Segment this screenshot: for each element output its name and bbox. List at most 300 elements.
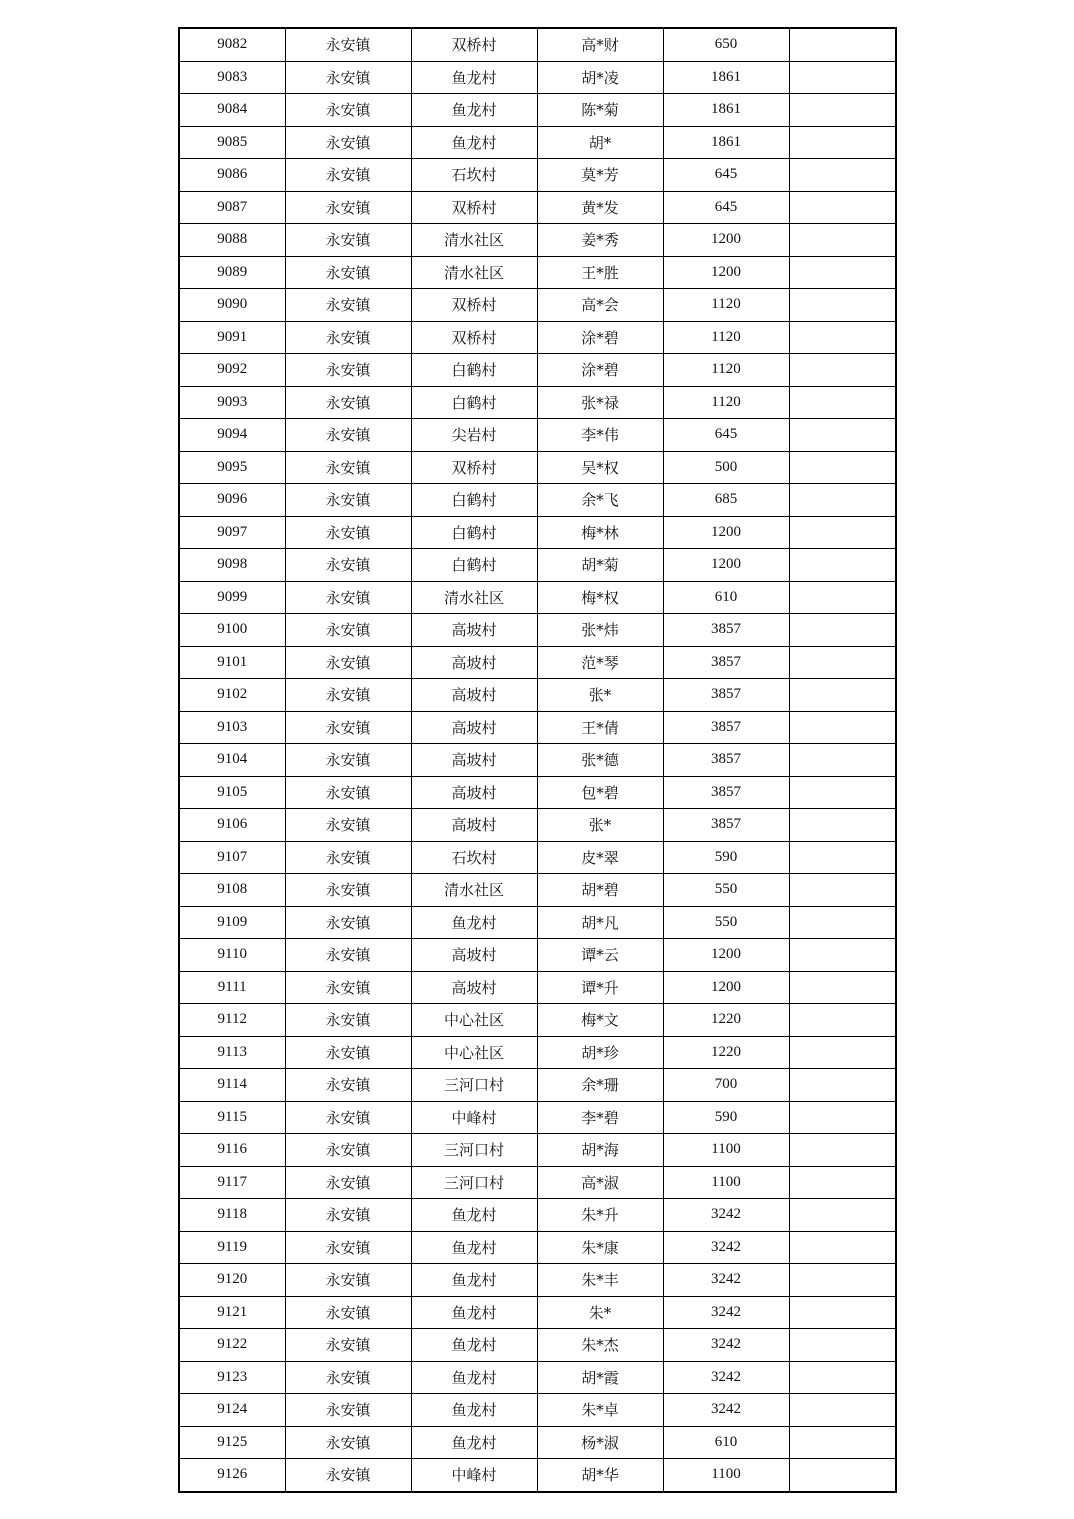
cell-serial-number: 9090	[179, 289, 285, 322]
cell-town: 永安镇	[285, 386, 411, 419]
cell-village: 鱼龙村	[411, 1264, 537, 1297]
cell-remark	[789, 1394, 896, 1427]
cell-town: 永安镇	[285, 1296, 411, 1329]
table-row	[179, 1296, 896, 1329]
cell-village: 鱼龙村	[411, 1394, 537, 1427]
cell-town: 永安镇	[285, 549, 411, 582]
cell-serial-number: 9124	[179, 1394, 285, 1427]
cell-amount: 645	[663, 159, 789, 192]
cell-village: 白鹤村	[411, 516, 537, 549]
table-row	[179, 809, 896, 842]
cell-village: 鱼龙村	[411, 1199, 537, 1232]
cell-person-name: 胡*碧	[537, 874, 663, 907]
cell-town: 永安镇	[285, 874, 411, 907]
cell-town: 永安镇	[285, 906, 411, 939]
cell-amount: 1200	[663, 256, 789, 289]
cell-village: 中心社区	[411, 1036, 537, 1069]
cell-amount: 1861	[663, 61, 789, 94]
cell-town: 永安镇	[285, 354, 411, 387]
cell-remark	[789, 906, 896, 939]
cell-remark	[789, 484, 896, 517]
cell-serial-number: 9092	[179, 354, 285, 387]
cell-town: 永安镇	[285, 1361, 411, 1394]
table-row	[179, 1231, 896, 1264]
cell-amount: 3857	[663, 711, 789, 744]
cell-village: 白鹤村	[411, 354, 537, 387]
table-row	[179, 289, 896, 322]
cell-person-name: 姜*秀	[537, 224, 663, 257]
cell-person-name: 皮*翠	[537, 841, 663, 874]
cell-town: 永安镇	[285, 1101, 411, 1134]
cell-amount: 3242	[663, 1296, 789, 1329]
cell-amount: 590	[663, 841, 789, 874]
cell-serial-number: 9110	[179, 939, 285, 972]
cell-remark	[789, 61, 896, 94]
cell-amount: 3857	[663, 744, 789, 777]
table-row	[179, 1101, 896, 1134]
cell-serial-number: 9121	[179, 1296, 285, 1329]
cell-village: 高坡村	[411, 711, 537, 744]
table-row	[179, 776, 896, 809]
cell-town: 永安镇	[285, 159, 411, 192]
cell-amount: 3242	[663, 1199, 789, 1232]
cell-person-name: 胡*华	[537, 1459, 663, 1492]
cell-village: 三河口村	[411, 1166, 537, 1199]
cell-serial-number: 9083	[179, 61, 285, 94]
cell-village: 石坎村	[411, 159, 537, 192]
cell-person-name: 胡*海	[537, 1134, 663, 1167]
cell-village: 鱼龙村	[411, 1296, 537, 1329]
cell-village: 双桥村	[411, 289, 537, 322]
cell-village: 三河口村	[411, 1134, 537, 1167]
cell-person-name: 谭*升	[537, 971, 663, 1004]
cell-amount: 1100	[663, 1459, 789, 1492]
cell-village: 高坡村	[411, 614, 537, 647]
table-row	[179, 841, 896, 874]
cell-amount: 3242	[663, 1329, 789, 1362]
cell-person-name: 余*珊	[537, 1069, 663, 1102]
cell-amount: 1200	[663, 224, 789, 257]
cell-town: 永安镇	[285, 516, 411, 549]
cell-person-name: 胡*霞	[537, 1361, 663, 1394]
cell-village: 鱼龙村	[411, 906, 537, 939]
table-row	[179, 614, 896, 647]
cell-remark	[789, 1426, 896, 1459]
cell-village: 鱼龙村	[411, 1426, 537, 1459]
cell-remark	[789, 1329, 896, 1362]
cell-remark	[789, 1264, 896, 1297]
cell-amount: 1100	[663, 1166, 789, 1199]
cell-remark	[789, 1166, 896, 1199]
cell-amount: 3242	[663, 1361, 789, 1394]
roster-table	[178, 27, 897, 1493]
cell-remark	[789, 1199, 896, 1232]
table-row	[179, 744, 896, 777]
table-row	[179, 191, 896, 224]
cell-remark	[789, 1134, 896, 1167]
cell-town: 永安镇	[285, 484, 411, 517]
cell-amount: 3857	[663, 809, 789, 842]
cell-remark	[789, 1069, 896, 1102]
cell-amount: 3242	[663, 1231, 789, 1264]
cell-person-name: 朱*卓	[537, 1394, 663, 1427]
cell-village: 双桥村	[411, 451, 537, 484]
table-row	[179, 386, 896, 419]
cell-town: 永安镇	[285, 1004, 411, 1037]
cell-remark	[789, 1459, 896, 1492]
cell-remark	[789, 841, 896, 874]
cell-serial-number: 9102	[179, 679, 285, 712]
cell-remark	[789, 971, 896, 1004]
cell-amount: 1120	[663, 386, 789, 419]
table-row	[179, 1361, 896, 1394]
cell-remark	[789, 321, 896, 354]
cell-town: 永安镇	[285, 646, 411, 679]
table-row	[179, 1426, 896, 1459]
cell-village: 高坡村	[411, 971, 537, 1004]
cell-person-name: 谭*云	[537, 939, 663, 972]
cell-amount: 3242	[663, 1264, 789, 1297]
cell-village: 双桥村	[411, 321, 537, 354]
cell-serial-number: 9113	[179, 1036, 285, 1069]
cell-village: 石坎村	[411, 841, 537, 874]
cell-person-name: 梅*权	[537, 581, 663, 614]
cell-village: 高坡村	[411, 646, 537, 679]
cell-town: 永安镇	[285, 289, 411, 322]
cell-person-name: 张*德	[537, 744, 663, 777]
cell-remark	[789, 874, 896, 907]
cell-amount: 3857	[663, 679, 789, 712]
cell-town: 永安镇	[285, 1329, 411, 1362]
cell-remark	[789, 354, 896, 387]
cell-remark	[789, 581, 896, 614]
cell-town: 永安镇	[285, 61, 411, 94]
cell-person-name: 胡*菊	[537, 549, 663, 582]
cell-town: 永安镇	[285, 1036, 411, 1069]
cell-remark	[789, 646, 896, 679]
table-row	[179, 679, 896, 712]
cell-village: 中峰村	[411, 1101, 537, 1134]
cell-amount: 1120	[663, 354, 789, 387]
table-row	[179, 1199, 896, 1232]
cell-serial-number: 9107	[179, 841, 285, 874]
cell-amount: 610	[663, 1426, 789, 1459]
cell-person-name: 涂*碧	[537, 321, 663, 354]
cell-person-name: 胡*凌	[537, 61, 663, 94]
cell-amount: 650	[663, 28, 789, 61]
cell-town: 永安镇	[285, 28, 411, 61]
table-row	[179, 1004, 896, 1037]
cell-town: 永安镇	[285, 1199, 411, 1232]
cell-town: 永安镇	[285, 614, 411, 647]
cell-amount: 1200	[663, 516, 789, 549]
cell-town: 永安镇	[285, 451, 411, 484]
cell-serial-number: 9091	[179, 321, 285, 354]
table-row	[179, 1134, 896, 1167]
cell-amount: 550	[663, 906, 789, 939]
table-row	[179, 321, 896, 354]
table-row	[179, 581, 896, 614]
cell-town: 永安镇	[285, 1069, 411, 1102]
table-row	[179, 1394, 896, 1427]
cell-village: 鱼龙村	[411, 61, 537, 94]
table-row	[179, 1166, 896, 1199]
cell-serial-number: 9085	[179, 126, 285, 159]
cell-remark	[789, 191, 896, 224]
cell-remark	[789, 679, 896, 712]
cell-town: 永安镇	[285, 1264, 411, 1297]
cell-person-name: 朱*	[537, 1296, 663, 1329]
cell-town: 永安镇	[285, 1459, 411, 1492]
cell-remark	[789, 451, 896, 484]
roster-table-body	[179, 28, 896, 1492]
table-row	[179, 256, 896, 289]
cell-town: 永安镇	[285, 679, 411, 712]
cell-remark	[789, 1361, 896, 1394]
cell-village: 白鹤村	[411, 386, 537, 419]
cell-serial-number: 9088	[179, 224, 285, 257]
cell-person-name: 李*碧	[537, 1101, 663, 1134]
cell-remark	[789, 776, 896, 809]
cell-remark	[789, 1036, 896, 1069]
cell-person-name: 吴*权	[537, 451, 663, 484]
cell-village: 中峰村	[411, 1459, 537, 1492]
cell-serial-number: 9086	[179, 159, 285, 192]
cell-amount: 3857	[663, 646, 789, 679]
cell-person-name: 陈*菊	[537, 94, 663, 127]
cell-serial-number: 9111	[179, 971, 285, 1004]
cell-serial-number: 9117	[179, 1166, 285, 1199]
cell-town: 永安镇	[285, 776, 411, 809]
cell-remark	[789, 809, 896, 842]
cell-person-name: 李*伟	[537, 419, 663, 452]
cell-remark	[789, 549, 896, 582]
cell-person-name: 张*	[537, 809, 663, 842]
cell-amount: 610	[663, 581, 789, 614]
cell-person-name: 高*淑	[537, 1166, 663, 1199]
cell-village: 高坡村	[411, 679, 537, 712]
table-row	[179, 94, 896, 127]
cell-remark	[789, 744, 896, 777]
cell-person-name: 高*财	[537, 28, 663, 61]
cell-town: 永安镇	[285, 971, 411, 1004]
cell-serial-number: 9123	[179, 1361, 285, 1394]
cell-amount: 645	[663, 419, 789, 452]
cell-remark	[789, 711, 896, 744]
cell-person-name: 胡*凡	[537, 906, 663, 939]
cell-amount: 3857	[663, 776, 789, 809]
cell-serial-number: 9093	[179, 386, 285, 419]
cell-person-name: 张*禄	[537, 386, 663, 419]
cell-amount: 685	[663, 484, 789, 517]
cell-village: 鱼龙村	[411, 1329, 537, 1362]
cell-town: 永安镇	[285, 126, 411, 159]
cell-serial-number: 9122	[179, 1329, 285, 1362]
cell-serial-number: 9100	[179, 614, 285, 647]
cell-serial-number: 9101	[179, 646, 285, 679]
cell-person-name: 王*倩	[537, 711, 663, 744]
cell-person-name: 朱*丰	[537, 1264, 663, 1297]
cell-serial-number: 9094	[179, 419, 285, 452]
cell-remark	[789, 1004, 896, 1037]
cell-person-name: 朱*杰	[537, 1329, 663, 1362]
cell-person-name: 范*琴	[537, 646, 663, 679]
cell-amount: 1100	[663, 1134, 789, 1167]
cell-person-name: 余*飞	[537, 484, 663, 517]
cell-serial-number: 9125	[179, 1426, 285, 1459]
cell-person-name: 胡*	[537, 126, 663, 159]
cell-amount: 1200	[663, 549, 789, 582]
cell-serial-number: 9115	[179, 1101, 285, 1134]
cell-village: 鱼龙村	[411, 1231, 537, 1264]
table-row	[179, 971, 896, 1004]
cell-serial-number: 9105	[179, 776, 285, 809]
cell-amount: 500	[663, 451, 789, 484]
cell-village: 清水社区	[411, 874, 537, 907]
table-row	[179, 711, 896, 744]
cell-remark	[789, 419, 896, 452]
table-row	[179, 1069, 896, 1102]
cell-town: 永安镇	[285, 256, 411, 289]
cell-person-name: 张*	[537, 679, 663, 712]
cell-village: 清水社区	[411, 581, 537, 614]
table-row	[179, 419, 896, 452]
cell-serial-number: 9109	[179, 906, 285, 939]
cell-serial-number: 9126	[179, 1459, 285, 1492]
cell-village: 清水社区	[411, 224, 537, 257]
cell-person-name: 涂*碧	[537, 354, 663, 387]
cell-amount: 1220	[663, 1004, 789, 1037]
cell-town: 永安镇	[285, 744, 411, 777]
table-row	[179, 549, 896, 582]
cell-town: 永安镇	[285, 419, 411, 452]
table-row	[179, 939, 896, 972]
cell-village: 鱼龙村	[411, 1361, 537, 1394]
table-row	[179, 354, 896, 387]
cell-serial-number: 9089	[179, 256, 285, 289]
cell-town: 永安镇	[285, 711, 411, 744]
cell-village: 白鹤村	[411, 484, 537, 517]
cell-serial-number: 9108	[179, 874, 285, 907]
cell-serial-number: 9103	[179, 711, 285, 744]
cell-amount: 1200	[663, 939, 789, 972]
cell-town: 永安镇	[285, 1231, 411, 1264]
table-row	[179, 126, 896, 159]
table-row	[179, 28, 896, 61]
cell-village: 鱼龙村	[411, 94, 537, 127]
cell-remark	[789, 28, 896, 61]
cell-remark	[789, 289, 896, 322]
cell-town: 永安镇	[285, 191, 411, 224]
cell-amount: 550	[663, 874, 789, 907]
cell-town: 永安镇	[285, 1134, 411, 1167]
cell-remark	[789, 94, 896, 127]
table-row	[179, 646, 896, 679]
cell-person-name: 高*会	[537, 289, 663, 322]
cell-person-name: 杨*淑	[537, 1426, 663, 1459]
cell-person-name: 朱*升	[537, 1199, 663, 1232]
cell-remark	[789, 516, 896, 549]
cell-serial-number: 9099	[179, 581, 285, 614]
cell-amount: 1200	[663, 971, 789, 1004]
cell-village: 高坡村	[411, 809, 537, 842]
table-row	[179, 516, 896, 549]
cell-town: 永安镇	[285, 321, 411, 354]
cell-serial-number: 9116	[179, 1134, 285, 1167]
cell-person-name: 梅*林	[537, 516, 663, 549]
cell-village: 清水社区	[411, 256, 537, 289]
cell-amount: 3857	[663, 614, 789, 647]
cell-amount: 1120	[663, 321, 789, 354]
cell-town: 永安镇	[285, 94, 411, 127]
cell-village: 白鹤村	[411, 549, 537, 582]
cell-remark	[789, 1101, 896, 1134]
cell-amount: 1220	[663, 1036, 789, 1069]
cell-amount: 590	[663, 1101, 789, 1134]
cell-serial-number: 9084	[179, 94, 285, 127]
table-row	[179, 1459, 896, 1492]
cell-remark	[789, 159, 896, 192]
cell-amount: 645	[663, 191, 789, 224]
cell-town: 永安镇	[285, 809, 411, 842]
cell-town: 永安镇	[285, 1166, 411, 1199]
cell-village: 尖岩村	[411, 419, 537, 452]
cell-village: 中心社区	[411, 1004, 537, 1037]
cell-amount: 1861	[663, 94, 789, 127]
cell-town: 永安镇	[285, 841, 411, 874]
cell-serial-number: 9119	[179, 1231, 285, 1264]
cell-remark	[789, 1231, 896, 1264]
table-row	[179, 1264, 896, 1297]
cell-serial-number: 9112	[179, 1004, 285, 1037]
cell-person-name: 朱*康	[537, 1231, 663, 1264]
cell-remark	[789, 939, 896, 972]
cell-remark	[789, 126, 896, 159]
cell-village: 双桥村	[411, 191, 537, 224]
cell-village: 高坡村	[411, 939, 537, 972]
cell-town: 永安镇	[285, 1394, 411, 1427]
cell-amount: 1120	[663, 289, 789, 322]
cell-person-name: 胡*珍	[537, 1036, 663, 1069]
cell-serial-number: 9104	[179, 744, 285, 777]
cell-remark	[789, 1296, 896, 1329]
cell-remark	[789, 614, 896, 647]
cell-town: 永安镇	[285, 1426, 411, 1459]
cell-serial-number: 9097	[179, 516, 285, 549]
table-row	[179, 1036, 896, 1069]
cell-serial-number: 9106	[179, 809, 285, 842]
cell-town: 永安镇	[285, 939, 411, 972]
table-row	[179, 451, 896, 484]
table-row	[179, 224, 896, 257]
cell-person-name: 莫*芳	[537, 159, 663, 192]
cell-serial-number: 9095	[179, 451, 285, 484]
cell-serial-number: 9082	[179, 28, 285, 61]
table-row	[179, 484, 896, 517]
cell-serial-number: 9098	[179, 549, 285, 582]
cell-village: 双桥村	[411, 28, 537, 61]
table-row	[179, 159, 896, 192]
cell-town: 永安镇	[285, 224, 411, 257]
table-row	[179, 1329, 896, 1362]
cell-remark	[789, 256, 896, 289]
cell-town: 永安镇	[285, 581, 411, 614]
table-row	[179, 906, 896, 939]
cell-village: 高坡村	[411, 776, 537, 809]
cell-remark	[789, 386, 896, 419]
cell-amount: 3242	[663, 1394, 789, 1427]
table-row	[179, 61, 896, 94]
